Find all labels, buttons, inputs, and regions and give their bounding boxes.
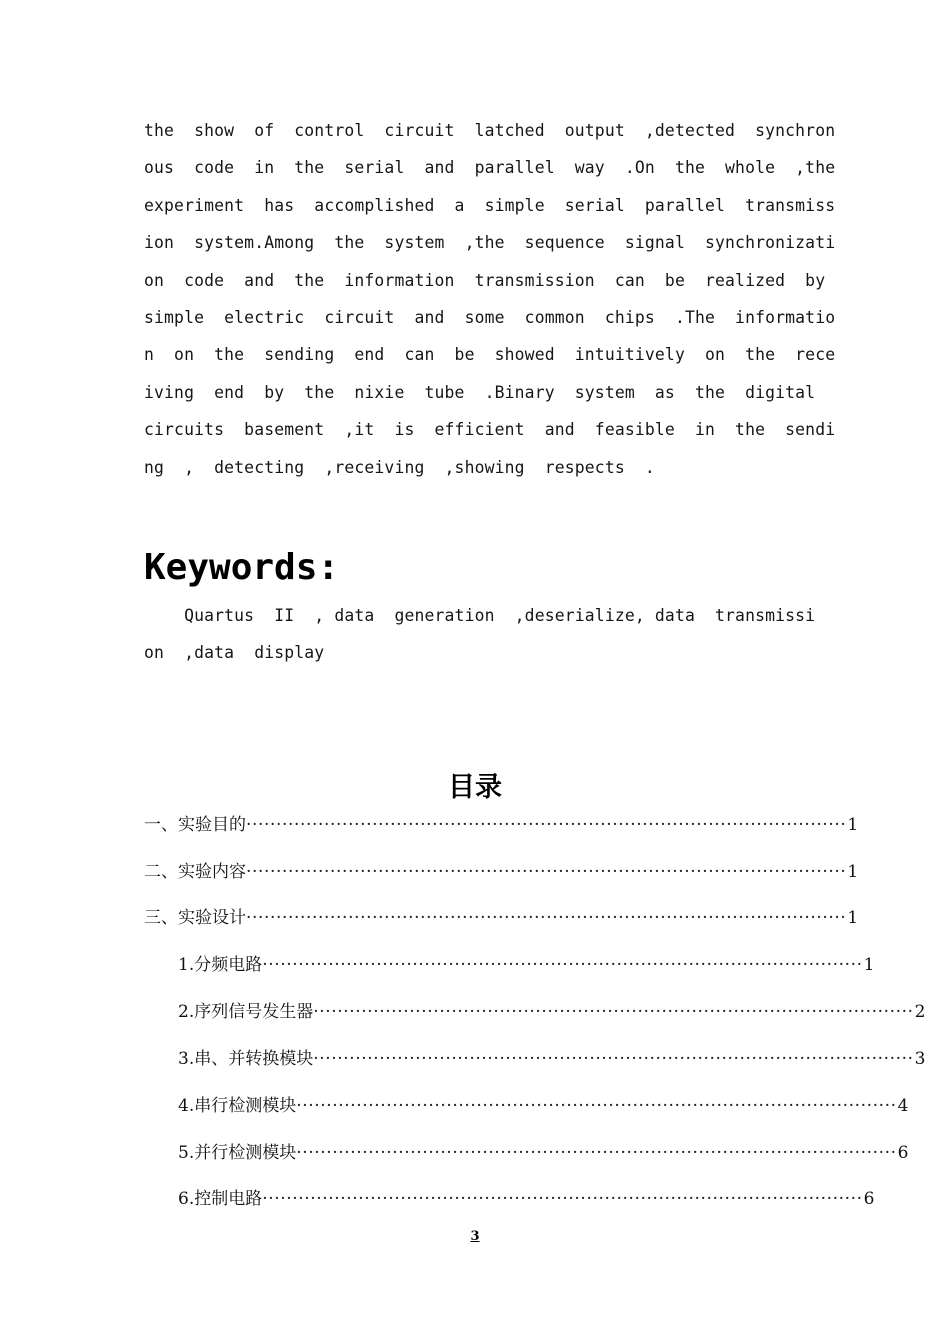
abstract-line: n on the sending end can be showed intuitively on the rece [144, 345, 836, 365]
toc-entry-page: 4 [897, 1096, 909, 1116]
toc-entry[interactable] [178, 994, 926, 1030]
toc-dot-leader: ···································································································· [296, 1143, 897, 1163]
toc-entry-number: 4. [178, 1096, 195, 1116]
toc-entry-page: 1 [847, 908, 859, 928]
toc-entry-page: 1 [863, 955, 875, 975]
toc-dot-leader: ···································································································· [296, 1096, 897, 1116]
toc-dot-leader: ···································································································· [313, 1002, 914, 1022]
toc-entry-page: 3 [914, 1049, 926, 1069]
toc-entry-label: 实验目的 [178, 815, 246, 835]
toc-entry-label: 实验设计 [178, 908, 246, 928]
toc-entry-number: 3. [178, 1049, 195, 1069]
abstract-line: ous code in the serial and parallel way .On the whole ,the [144, 158, 836, 178]
toc-entry-number: 三、 [144, 908, 178, 928]
toc-entry[interactable] [144, 900, 859, 936]
toc-entry-label: 序列信号发生器 [194, 1002, 314, 1022]
toc-dot-leader: ···································································································· [262, 955, 863, 975]
toc-entry-number: 二、 [144, 862, 178, 882]
toc-title: 目录 [448, 772, 502, 803]
keywords-heading: Keywords: [144, 547, 340, 588]
toc-entry-page: 1 [847, 815, 859, 835]
toc-entry-number: 1. [178, 955, 195, 975]
toc-dot-leader: ···································································································· [246, 862, 847, 882]
abstract-paragraph [144, 112, 836, 486]
toc-entry-number: 2. [178, 1002, 195, 1022]
toc-entry[interactable] [144, 854, 859, 890]
abstract-line: circuits basement ,it is efficient and feasible in the sendi [144, 420, 836, 440]
keywords-paragraph [144, 597, 816, 672]
toc-entry-label: 串行检测模块 [194, 1096, 297, 1116]
toc-entry-label: 串、并转换模块 [194, 1049, 314, 1069]
keywords-line: Quartus II , data generation ,deserialize, data transmissi [144, 606, 816, 625]
abstract-line: on code and the information transmission can be realized by [144, 270, 826, 290]
toc-dot-leader: ···································································································· [262, 1189, 863, 1209]
toc-entry-number: 一、 [144, 815, 178, 835]
abstract-line: simple electric circuit and some common chips .The informatio [144, 307, 836, 327]
abstract-line: ion system.Among the system ,the sequence signal synchronizati [144, 233, 836, 253]
toc-entry[interactable] [178, 1135, 909, 1171]
toc-entry-page: 2 [914, 1002, 926, 1022]
toc-dot-leader: ···································································································· [313, 1049, 914, 1069]
toc-entry-label: 控制电路 [194, 1189, 263, 1209]
page-number: 3 [470, 1229, 480, 1244]
toc-entry-number: 6. [178, 1189, 195, 1209]
toc-entry[interactable] [144, 807, 859, 843]
toc-dot-leader: ···································································································· [246, 815, 847, 835]
toc-entry-number: 5. [178, 1143, 195, 1163]
toc-dot-leader: ···································································································· [246, 908, 847, 928]
toc-entry-page: 6 [897, 1143, 909, 1163]
abstract-line: iving end by the nixie tube .Binary system as the digital [144, 382, 816, 402]
toc-entry[interactable] [178, 1181, 875, 1217]
toc-entry[interactable] [178, 1041, 926, 1077]
abstract-line: the show of control circuit latched output ,detected synchron [144, 121, 836, 140]
toc-entry-page: 6 [863, 1189, 875, 1209]
toc-entry-page: 1 [847, 862, 859, 882]
abstract-line: ng , detecting ,receiving ,showing respects . [144, 457, 655, 477]
toc-entry-label: 实验内容 [178, 862, 246, 882]
toc-entry-label: 并行检测模块 [194, 1143, 297, 1163]
keywords-line: on ,data display [144, 643, 325, 663]
abstract-line: experiment has accomplished a simple serial parallel transmiss [144, 195, 836, 215]
toc-entry[interactable] [178, 1088, 909, 1124]
toc-entry[interactable] [178, 947, 875, 983]
toc-entry-label: 分频电路 [194, 955, 263, 975]
